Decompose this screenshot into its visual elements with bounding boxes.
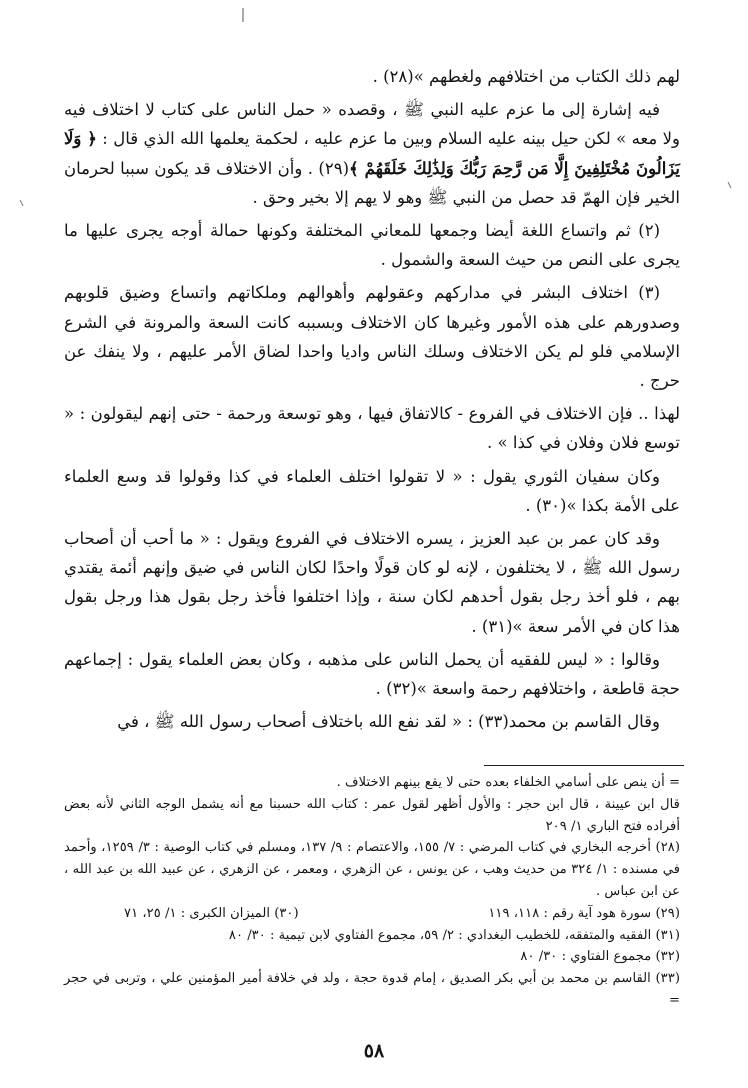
paragraph-qasim: وقال القاسم بن محمد(٣٣) : « لقد نفع الله باختلاف أصحاب رسول الله ﷺ ، في — [117, 712, 660, 732]
footnotes — [64, 772, 680, 1012]
footnote-31: (٣١) الفقيه والمتفقه، للخطيب البغدادي : ٢/ ٥٩، مجموع الفتاوي لابن تيمية : ٣٠/ ٨٠ — [228, 927, 680, 943]
footnote-continuation: = أن ينص على أسامي الخلفاء بعده حتى لا يقع بينهم الاختلاف . — [336, 775, 680, 790]
footnote-32: (٣٢) مجموع الفتاوي : ٣٠/ ٨٠ — [520, 949, 680, 965]
page-number: ٥٨ — [363, 1040, 385, 1062]
scan-speck-mark — [20, 200, 23, 206]
paragraph-part: فيه إشارة إلى ما عزم عليه النبي ﷺ ، وقصده « حمل الناس على كتاب لا اختلاف فيه ولا معه » لكن حيل بينه عليه السلام وبين ما عزم عليه ، لحكمة يعلمها الله الذي قال : — [64, 100, 680, 149]
quran-verse: ﴿ وَلَا يَزَالُونَ مُخْتَلِفِينَ إِلَّا مَن رَّحِمَ رَبُّكَ وَلِذَٰلِكَ خَلَقَهُمْ ﴾ — [64, 129, 680, 178]
paragraph-language-breadth: (٢) ثم واتساع اللغة أيضا وجمعها للمعاني المختلفة وكونها حمالة أوجه يجرى عليها ما يجرى على النص من حيث السعة والشمول . — [64, 221, 680, 270]
footnote-pair — [64, 903, 680, 925]
footnote-28: (٢٨) أخرجه البخاري في كتاب المرضي : ٧/ ١٥٥، والاعتصام : ٩/ ١٣٧، ومسلم في كتاب الوصية : ٣/ ١٢٥٩، وأحمد في مسنده : ١/ ٣٢٤ من حديث وهب ، عن يونس ، عن الزهري ، ومعمر ، عن الزهري ، عن عبيد الله بن عبد الله ، عن ابن عباس . — [64, 840, 681, 899]
paragraph-part: (٢٩) . وأن الاختلاف قد يكون سببا لحرمان الخير فإن الهمّ قد حصل من النبي ﷺ وهو لا يهم إلا بخير وحق . — [64, 158, 680, 207]
footnote-30: (٣٠) الميزان الكبرى : ١/ ٢٥، ٧١ — [124, 905, 299, 921]
footnote-separator — [484, 765, 684, 766]
paragraph-human-differences: (٣) اختلاف البشر في مداركهم وعقولهم وأهوالهم وملكاتهم واتساع وضيق قلوبهم وصدورهم على هذه الأمور وغيرها كان الاختلاف وبسببه كانت السعة والمرونة في الشرع الإسلامي فلو لم يكن الاختلاف وسلك الناس واديا واحدا لضاق الأمر عليهم ، ولا ينفك عن حرج . — [64, 283, 680, 391]
paragraph-continued: لهم ذلك الكتاب من اختلافهم ولغطهم »(٢٨) . — [372, 67, 680, 86]
paragraph-umar: وقد كان عمر بن عبد العزيز ، يسره الاختلاف في الفروع ويقول : « ما أحب أن أصحاب رسول الله ﷺ ، لا يختلفون ، لإنه لو كان قولًا واحدًا لكان الناس في ضيق وإنهم أئمة يقتدي بهم ، فلو أخذ رجل بقول أحدهم لكان سنة ، وإذا اختلفوا فأخذ رجل بقول هذا ورجل بقول هذا كان في الأمر سعة »(٣١) . — [64, 529, 680, 636]
paragraph-branches: لهذا .. فإن الاختلاف في الفروع - كالاتفاق فيها ، وهو توسعة ورحمة - حتى إنهم ليقولون : « توسع فلان وفلان في كذا » . — [64, 404, 680, 453]
footnote-33: (٣٣) القاسم بن محمد بن أبي بكر الصديق ، إمام قدوة حجة ، ولد في خلافة أمير المؤمنين علي ، وتربى في حجر = — [64, 971, 680, 1008]
scan-speck-mark — [728, 182, 731, 188]
paragraph-jurist: وقالوا : « ليس للفقيه أن يحمل الناس على مذهبه ، وكان بعض العلماء يقول : إجماعهم حجة قاطعة ، واختلافهم رحمة واسعة »(٣٢) . — [64, 649, 680, 699]
footnote-29: (٢٩) سورة هود آية رقم : ١١٨، ١١٩ — [488, 905, 680, 921]
footnote-continuation: قال ابن عيينة ، قال ابن حجر : والأول أظهر لقول عمر : كتاب الله حسبنا مع أنه يشمل الوجه الثاني لأنه بعض أفراده فتح الباري ١/ ٢٠٩ — [64, 796, 680, 834]
paragraph-sufyan: وكان سفيان الثوري يقول : « لا تقولوا اختلف العلماء في كذا وقولوا قد وسع العلماء على الأمة بكذا »(٣٠) . — [64, 466, 680, 515]
main-text — [64, 62, 680, 740]
paragraph-prophet-intent — [64, 95, 680, 212]
